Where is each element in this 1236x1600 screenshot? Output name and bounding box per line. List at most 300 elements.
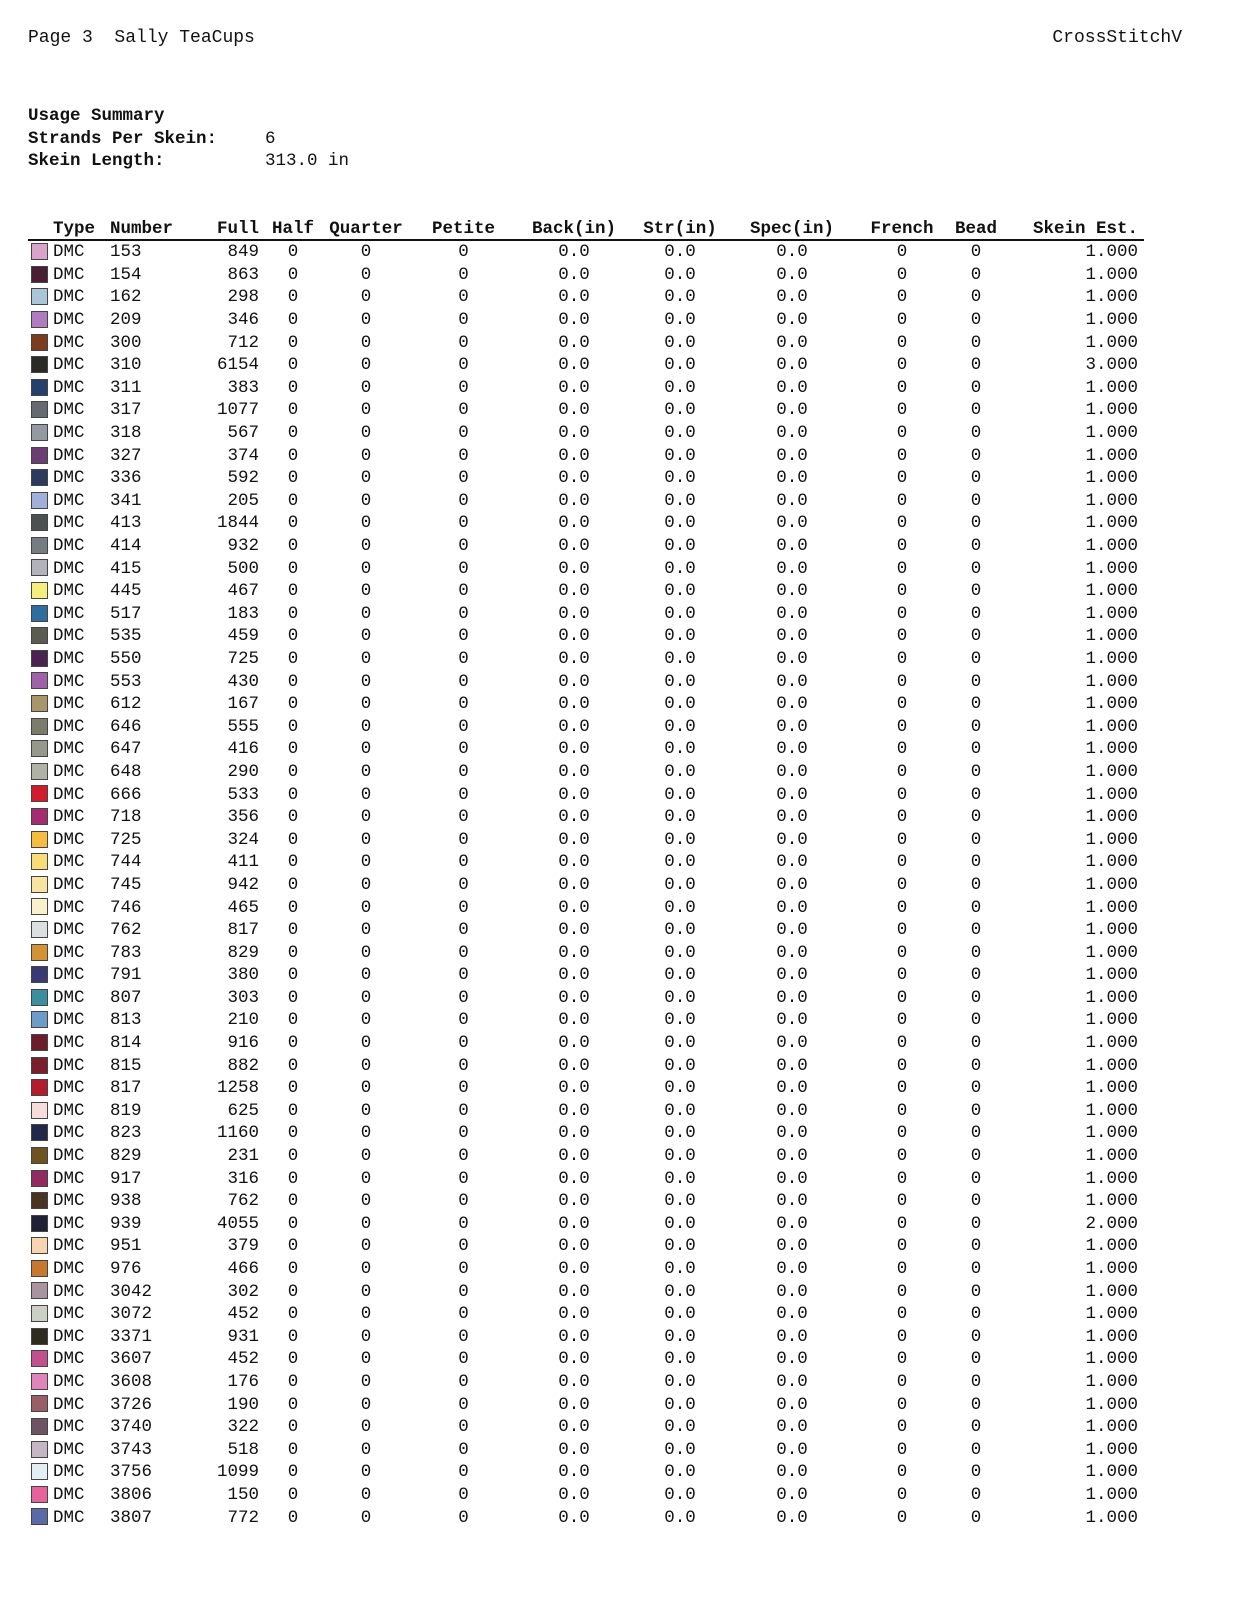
row-quarter: 0 xyxy=(360,310,372,331)
row-str: 0.0 xyxy=(664,784,696,805)
row-type: DMC xyxy=(53,829,85,850)
table-row xyxy=(28,1258,1144,1281)
row-full: 533 xyxy=(227,784,259,805)
row-back: 0.0 xyxy=(558,852,590,873)
color-swatch-cell xyxy=(28,309,53,332)
row-petite: 0 xyxy=(458,1236,469,1257)
row-quarter: 0 xyxy=(360,1100,372,1121)
table-row xyxy=(28,783,1144,806)
row-number: 829 xyxy=(110,1146,142,1167)
color-swatch xyxy=(31,1463,48,1480)
row-french: 0 xyxy=(896,1417,908,1438)
color-swatch xyxy=(31,831,48,848)
row-quarter: 0 xyxy=(360,716,372,737)
row-back: 0.0 xyxy=(558,400,590,421)
row-str: 0.0 xyxy=(664,739,696,760)
row-skein-est: 1.000 xyxy=(1085,671,1138,692)
row-type: DMC xyxy=(53,1078,85,1099)
row-quarter: 0 xyxy=(360,761,372,782)
row-bead: 0 xyxy=(970,558,982,579)
row-full: 882 xyxy=(227,1055,259,1076)
row-skein-est: 1.000 xyxy=(1085,513,1138,534)
row-petite: 0 xyxy=(458,400,469,421)
row-spec: 0.0 xyxy=(776,626,808,647)
color-swatch-cell xyxy=(28,444,53,467)
row-back: 0.0 xyxy=(558,332,590,353)
row-half: 0 xyxy=(287,1507,299,1528)
row-skein-est: 1.000 xyxy=(1085,1100,1138,1121)
row-petite: 0 xyxy=(458,1462,469,1483)
row-str: 0.0 xyxy=(664,581,696,602)
row-spec: 0.0 xyxy=(776,1078,808,1099)
row-skein-est: 1.000 xyxy=(1085,1123,1138,1144)
row-bead: 0 xyxy=(970,377,982,398)
table-row xyxy=(28,557,1144,580)
col-full: Full xyxy=(183,215,265,240)
row-french: 0 xyxy=(896,942,908,963)
color-swatch-cell xyxy=(28,580,53,603)
row-number: 445 xyxy=(110,581,142,602)
row-spec: 0.0 xyxy=(776,287,808,308)
row-str: 0.0 xyxy=(664,852,696,873)
color-swatch xyxy=(31,1395,48,1412)
row-french: 0 xyxy=(896,694,908,715)
row-back: 0.0 xyxy=(558,1484,590,1505)
row-number: 318 xyxy=(110,423,142,444)
table-row xyxy=(28,444,1144,467)
color-swatch xyxy=(31,1147,48,1164)
row-full: 452 xyxy=(227,1304,259,1325)
row-type: DMC xyxy=(53,716,85,737)
row-number: 647 xyxy=(110,739,142,760)
color-swatch-cell xyxy=(28,1303,53,1326)
row-quarter: 0 xyxy=(360,242,372,263)
row-back: 0.0 xyxy=(558,1078,590,1099)
row-half: 0 xyxy=(287,626,299,647)
row-number: 762 xyxy=(110,920,142,941)
color-swatch-cell xyxy=(28,783,53,806)
row-full: 303 xyxy=(227,987,259,1008)
row-half: 0 xyxy=(287,1259,299,1280)
row-quarter: 0 xyxy=(360,1146,372,1167)
row-back: 0.0 xyxy=(558,942,590,963)
row-half: 0 xyxy=(287,852,299,873)
row-half: 0 xyxy=(287,942,299,963)
row-number: 415 xyxy=(110,558,142,579)
row-back: 0.0 xyxy=(558,716,590,737)
row-str: 0.0 xyxy=(664,287,696,308)
table-row xyxy=(28,1213,1144,1236)
row-spec: 0.0 xyxy=(776,332,808,353)
row-petite: 0 xyxy=(458,581,469,602)
row-half: 0 xyxy=(287,581,299,602)
row-str: 0.0 xyxy=(664,1213,696,1234)
row-full: 1099 xyxy=(216,1462,259,1483)
row-back: 0.0 xyxy=(558,1236,590,1257)
row-back: 0.0 xyxy=(558,287,590,308)
row-quarter: 0 xyxy=(360,626,372,647)
row-back: 0.0 xyxy=(558,468,590,489)
row-french: 0 xyxy=(896,423,908,444)
row-quarter: 0 xyxy=(360,1191,372,1212)
row-full: 863 xyxy=(227,264,259,285)
row-full: 379 xyxy=(227,1236,259,1257)
row-bead: 0 xyxy=(970,761,982,782)
row-half: 0 xyxy=(287,987,299,1008)
row-full: 210 xyxy=(227,1010,259,1031)
row-number: 162 xyxy=(110,287,142,308)
row-spec: 0.0 xyxy=(776,920,808,941)
color-swatch-cell xyxy=(28,1213,53,1236)
row-str: 0.0 xyxy=(664,423,696,444)
row-bead: 0 xyxy=(970,1326,982,1347)
usage-summary xyxy=(28,105,349,173)
row-str: 0.0 xyxy=(664,874,696,895)
row-skein-est: 1.000 xyxy=(1085,784,1138,805)
color-swatch-cell xyxy=(28,919,53,942)
color-swatch-cell xyxy=(28,467,53,490)
table-row xyxy=(28,1438,1144,1461)
row-number: 807 xyxy=(110,987,142,1008)
row-spec: 0.0 xyxy=(776,1417,808,1438)
row-french: 0 xyxy=(896,874,908,895)
row-skein-est: 1.000 xyxy=(1085,829,1138,850)
row-bead: 0 xyxy=(970,1304,982,1325)
row-spec: 0.0 xyxy=(776,242,808,263)
color-swatch-cell xyxy=(28,354,53,377)
table-row xyxy=(28,987,1144,1010)
row-petite: 0 xyxy=(458,1417,469,1438)
row-bead: 0 xyxy=(970,1394,982,1415)
color-swatch xyxy=(31,672,48,689)
row-type: DMC xyxy=(53,1484,85,1505)
row-back: 0.0 xyxy=(558,1439,590,1460)
row-type: DMC xyxy=(53,264,85,285)
row-full: 302 xyxy=(227,1281,259,1302)
table-row xyxy=(28,1054,1144,1077)
row-spec: 0.0 xyxy=(776,1213,808,1234)
row-type: DMC xyxy=(53,513,85,534)
row-full: 346 xyxy=(227,310,259,331)
row-half: 0 xyxy=(287,1326,299,1347)
color-swatch xyxy=(31,740,48,757)
color-swatch-cell xyxy=(28,693,53,716)
row-type: DMC xyxy=(53,1439,85,1460)
row-french: 0 xyxy=(896,1304,908,1325)
color-swatch-cell xyxy=(28,1348,53,1371)
row-bead: 0 xyxy=(970,1055,982,1076)
row-petite: 0 xyxy=(458,1168,469,1189)
row-full: 205 xyxy=(227,490,259,511)
row-str: 0.0 xyxy=(664,1507,696,1528)
row-half: 0 xyxy=(287,1439,299,1460)
color-swatch-cell xyxy=(28,1258,53,1281)
row-back: 0.0 xyxy=(558,1462,590,1483)
row-quarter: 0 xyxy=(360,1123,372,1144)
row-french: 0 xyxy=(896,1055,908,1076)
row-number: 327 xyxy=(110,445,142,466)
row-full: 1077 xyxy=(216,400,259,421)
row-petite: 0 xyxy=(458,423,469,444)
row-back: 0.0 xyxy=(558,1507,590,1528)
row-skein-est: 1.000 xyxy=(1085,581,1138,602)
usage-table xyxy=(28,215,1144,1529)
row-back: 0.0 xyxy=(558,987,590,1008)
row-petite: 0 xyxy=(458,536,469,557)
row-french: 0 xyxy=(896,1010,908,1031)
row-bead: 0 xyxy=(970,1191,982,1212)
row-half: 0 xyxy=(287,1394,299,1415)
row-quarter: 0 xyxy=(360,852,372,873)
row-skein-est: 1.000 xyxy=(1085,468,1138,489)
row-half: 0 xyxy=(287,1417,299,1438)
row-quarter: 0 xyxy=(360,965,372,986)
row-type: DMC xyxy=(53,1507,85,1528)
row-petite: 0 xyxy=(458,1304,469,1325)
color-swatch-cell xyxy=(28,1122,53,1145)
color-swatch xyxy=(31,334,48,351)
row-type: DMC xyxy=(53,739,85,760)
table-header-row xyxy=(28,215,1144,240)
row-quarter: 0 xyxy=(360,987,372,1008)
row-number: 3607 xyxy=(110,1349,153,1370)
row-full: 942 xyxy=(227,874,259,895)
row-str: 0.0 xyxy=(664,897,696,918)
row-skein-est: 2.000 xyxy=(1085,1213,1138,1234)
row-bead: 0 xyxy=(970,1236,982,1257)
row-french: 0 xyxy=(896,581,908,602)
row-number: 951 xyxy=(110,1236,142,1257)
row-str: 0.0 xyxy=(664,377,696,398)
row-str: 0.0 xyxy=(664,1304,696,1325)
row-back: 0.0 xyxy=(558,829,590,850)
color-swatch xyxy=(31,514,48,531)
col-type: Type xyxy=(53,215,110,240)
table-row xyxy=(28,1100,1144,1123)
table-row xyxy=(28,467,1144,490)
row-skein-est: 1.000 xyxy=(1085,648,1138,669)
row-french: 0 xyxy=(896,536,908,557)
row-number: 553 xyxy=(110,671,142,692)
row-spec: 0.0 xyxy=(776,423,808,444)
row-petite: 0 xyxy=(458,1213,469,1234)
row-number: 3756 xyxy=(110,1462,153,1483)
row-skein-est: 1.000 xyxy=(1085,1078,1138,1099)
color-swatch xyxy=(31,1418,48,1435)
row-full: 356 xyxy=(227,807,259,828)
row-spec: 0.0 xyxy=(776,1394,808,1415)
row-type: DMC xyxy=(53,897,85,918)
table-row xyxy=(28,580,1144,603)
row-number: 917 xyxy=(110,1168,142,1189)
row-half: 0 xyxy=(287,355,299,376)
row-back: 0.0 xyxy=(558,784,590,805)
row-bead: 0 xyxy=(970,942,982,963)
color-swatch-cell xyxy=(28,1100,53,1123)
color-swatch xyxy=(31,582,48,599)
col-str: Str(in) xyxy=(632,215,728,240)
row-skein-est: 1.000 xyxy=(1085,807,1138,828)
row-petite: 0 xyxy=(458,897,469,918)
row-skein-est: 1.000 xyxy=(1085,1507,1138,1528)
row-str: 0.0 xyxy=(664,1462,696,1483)
table-row xyxy=(28,828,1144,851)
row-french: 0 xyxy=(896,490,908,511)
row-french: 0 xyxy=(896,626,908,647)
row-spec: 0.0 xyxy=(776,739,808,760)
row-spec: 0.0 xyxy=(776,671,808,692)
row-half: 0 xyxy=(287,1281,299,1302)
row-type: DMC xyxy=(53,1371,85,1392)
row-type: DMC xyxy=(53,1304,85,1325)
color-swatch-cell xyxy=(28,264,53,287)
row-type: DMC xyxy=(53,445,85,466)
row-type: DMC xyxy=(53,1462,85,1483)
row-bead: 0 xyxy=(970,1146,982,1167)
row-petite: 0 xyxy=(458,242,469,263)
color-swatch xyxy=(31,469,48,486)
row-spec: 0.0 xyxy=(776,1259,808,1280)
color-swatch xyxy=(31,379,48,396)
row-back: 0.0 xyxy=(558,242,590,263)
row-str: 0.0 xyxy=(664,603,696,624)
row-full: 298 xyxy=(227,287,259,308)
row-skein-est: 1.000 xyxy=(1085,852,1138,873)
color-swatch xyxy=(31,1170,48,1187)
row-number: 3807 xyxy=(110,1507,153,1528)
row-str: 0.0 xyxy=(664,1010,696,1031)
row-bead: 0 xyxy=(970,694,982,715)
row-bead: 0 xyxy=(970,490,982,511)
row-bead: 0 xyxy=(970,965,982,986)
row-spec: 0.0 xyxy=(776,1326,808,1347)
length-label: Skein Length: xyxy=(28,151,165,171)
row-str: 0.0 xyxy=(664,920,696,941)
row-number: 341 xyxy=(110,490,142,511)
row-back: 0.0 xyxy=(558,626,590,647)
row-half: 0 xyxy=(287,1213,299,1234)
row-quarter: 0 xyxy=(360,1078,372,1099)
row-bead: 0 xyxy=(970,1371,982,1392)
row-bead: 0 xyxy=(970,807,982,828)
row-french: 0 xyxy=(896,445,908,466)
row-petite: 0 xyxy=(458,716,469,737)
row-spec: 0.0 xyxy=(776,897,808,918)
row-full: 817 xyxy=(227,920,259,941)
row-quarter: 0 xyxy=(360,1213,372,1234)
row-skein-est: 1.000 xyxy=(1085,874,1138,895)
row-back: 0.0 xyxy=(558,581,590,602)
row-bead: 0 xyxy=(970,1010,982,1031)
row-str: 0.0 xyxy=(664,1078,696,1099)
row-type: DMC xyxy=(53,965,85,986)
color-swatch xyxy=(31,311,48,328)
color-swatch-cell xyxy=(28,1326,53,1349)
row-str: 0.0 xyxy=(664,310,696,331)
row-french: 0 xyxy=(896,1191,908,1212)
color-swatch-cell xyxy=(28,1167,53,1190)
row-type: DMC xyxy=(53,581,85,602)
row-bead: 0 xyxy=(970,671,982,692)
row-petite: 0 xyxy=(458,965,469,986)
row-french: 0 xyxy=(896,1259,908,1280)
row-str: 0.0 xyxy=(664,942,696,963)
row-bead: 0 xyxy=(970,874,982,895)
row-spec: 0.0 xyxy=(776,468,808,489)
table-row xyxy=(28,806,1144,829)
color-swatch xyxy=(31,966,48,983)
col-french: French xyxy=(856,215,948,240)
row-full: 849 xyxy=(227,242,259,263)
row-half: 0 xyxy=(287,1100,299,1121)
color-swatch-cell xyxy=(28,670,53,693)
row-str: 0.0 xyxy=(664,1055,696,1076)
row-number: 725 xyxy=(110,829,142,850)
strands-row xyxy=(28,128,349,151)
row-spec: 0.0 xyxy=(776,807,808,828)
row-half: 0 xyxy=(287,242,299,263)
table-row xyxy=(28,648,1144,671)
color-swatch xyxy=(31,989,48,1006)
row-petite: 0 xyxy=(458,829,469,850)
row-type: DMC xyxy=(53,603,85,624)
row-quarter: 0 xyxy=(360,1462,372,1483)
row-quarter: 0 xyxy=(360,1281,372,1302)
row-type: DMC xyxy=(53,671,85,692)
row-petite: 0 xyxy=(458,1259,469,1280)
row-type: DMC xyxy=(53,1259,85,1280)
row-quarter: 0 xyxy=(360,897,372,918)
row-back: 0.0 xyxy=(558,1146,590,1167)
row-number: 666 xyxy=(110,784,142,805)
row-quarter: 0 xyxy=(360,581,372,602)
row-skein-est: 1.000 xyxy=(1085,332,1138,353)
row-full: 467 xyxy=(227,581,259,602)
row-str: 0.0 xyxy=(664,829,696,850)
row-quarter: 0 xyxy=(360,739,372,760)
row-full: 916 xyxy=(227,1033,259,1054)
row-french: 0 xyxy=(896,310,908,331)
row-half: 0 xyxy=(287,536,299,557)
row-number: 791 xyxy=(110,965,142,986)
color-swatch-cell xyxy=(28,490,53,513)
color-swatch-cell xyxy=(28,738,53,761)
table-row xyxy=(28,535,1144,558)
table-row xyxy=(28,941,1144,964)
table-row xyxy=(28,715,1144,738)
color-swatch xyxy=(31,650,48,667)
row-type: DMC xyxy=(53,807,85,828)
row-spec: 0.0 xyxy=(776,1507,808,1528)
row-back: 0.0 xyxy=(558,445,590,466)
row-skein-est: 1.000 xyxy=(1085,897,1138,918)
row-number: 517 xyxy=(110,603,142,624)
row-skein-est: 1.000 xyxy=(1085,264,1138,285)
row-petite: 0 xyxy=(458,1371,469,1392)
row-french: 0 xyxy=(896,1123,908,1144)
row-bead: 0 xyxy=(970,897,982,918)
row-full: 416 xyxy=(227,739,259,760)
row-skein-est: 1.000 xyxy=(1085,987,1138,1008)
row-str: 0.0 xyxy=(664,1417,696,1438)
row-spec: 0.0 xyxy=(776,1168,808,1189)
row-str: 0.0 xyxy=(664,1191,696,1212)
row-number: 3726 xyxy=(110,1394,153,1415)
row-skein-est: 1.000 xyxy=(1085,694,1138,715)
row-quarter: 0 xyxy=(360,807,372,828)
row-petite: 0 xyxy=(458,1100,469,1121)
row-skein-est: 1.000 xyxy=(1085,1417,1138,1438)
